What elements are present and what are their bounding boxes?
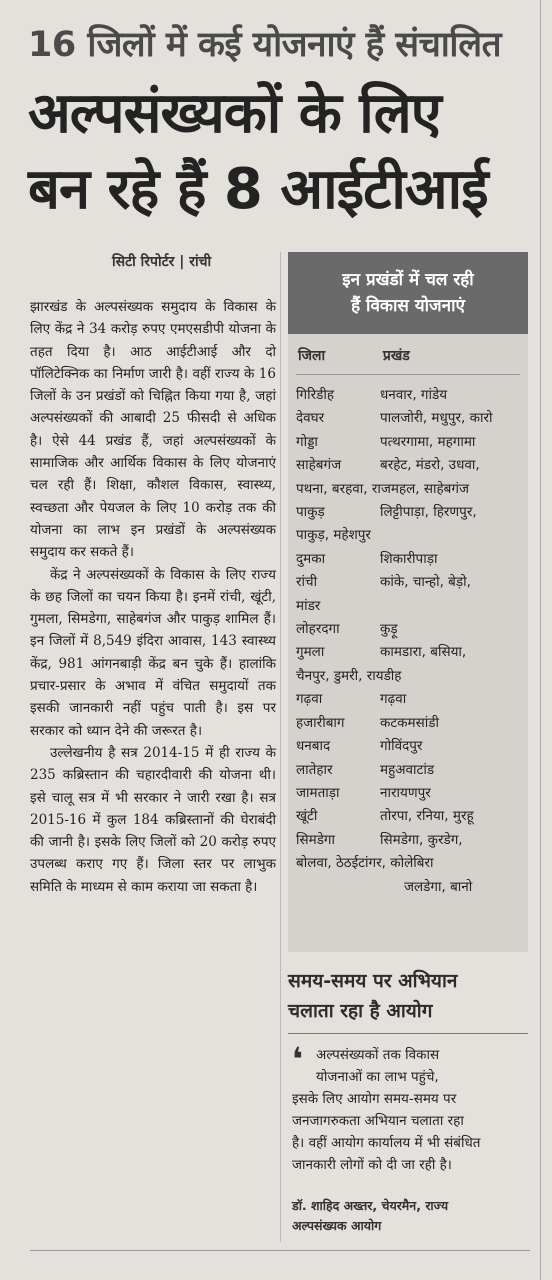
quote-attribution <box>292 1196 526 1236</box>
table-row <box>296 548 524 571</box>
block-names: पालजोरी, मधुपुर, कारो <box>380 410 493 427</box>
column-divider <box>280 252 281 1242</box>
side-heading-rule <box>288 1033 528 1034</box>
district-name: गढ़वा <box>296 691 323 708</box>
district-name: देवघर <box>296 410 325 427</box>
adjacent-column-edge <box>540 0 552 1280</box>
block-names: पत्थरगामा, महगामा <box>380 433 476 450</box>
table-row <box>296 524 524 547</box>
headline-line-2: बन रहे हैं 8 आईटीआई <box>28 157 488 222</box>
quote-line: जानकारी लोगों को दी जा रही है। <box>292 1157 452 1173</box>
paragraph: केंद्र ने अल्पसंख्यकों के विकास के लिए राज्य के छह जिलों का चयन किया है। इनमें रांची, खूंटी, गुमला, सिमडेगा, साहेबगंज और पाकुड़ शामिल हैं। इन जिलों में 8,549 इंदिरा आवास, 143 स्वास्थ्य केंद्र, 981 आंगनबाड़ी केंद्र बन चुके हैं। हालांकि प्रचार-प्रसार के अभाव में वंचित समुदायों तक इसकी जानकारी नहीं पहुंच पाती है। इस पर सरकार को ध्यान देने की जरूरत है। <box>30 566 276 739</box>
district-name: खूंटी <box>296 808 318 825</box>
block-names: कटकमसांडी <box>380 714 439 731</box>
table-row <box>296 478 524 501</box>
table-row <box>296 384 524 407</box>
column-header-district: जिला <box>298 348 326 364</box>
block-names: बोलवा, ठेठईटांगर, कोलेबिरा <box>296 855 434 872</box>
block-names: कामडारा, बसिया, <box>380 644 467 661</box>
table-row <box>296 431 524 454</box>
table-row <box>296 782 524 805</box>
side-quote <box>292 1040 526 1176</box>
paragraph: झारखंड के अल्पसंख्यक समुदाय के विकास के लिए केंद्र ने 34 करोड़ रुपए एमएसडीपी योजना के तहत दिया है। आठ आईटीआई और दो पॉलिटेक्निक का निर्माण जारी है। वहीं राज्य के 16 जिलों के उन प्रखंडों को चिह्नित किया गया है, जहां अल्पसंख्यकों की आबादी 25 फीसदी से अधिक है। ऐसे 44 प्रखंड हैं, जहां अल्पसंख्यकों के सामाजिक और आर्थिक विकास के लिए योजनाएं चल रही हैं। शिक्षा, कौशल विकास, स्वास्थ्य, स्वच्छता और पेयजल के लिए 10 करोड़ तक की योजना का लाभ इन प्रखंडों के अल्पसंख्यक समुदाय कर सकते हैं। <box>30 299 276 561</box>
table-row <box>296 454 524 477</box>
block-names: बरहेट, मंडरो, उधवा, <box>380 457 480 474</box>
table-row <box>296 641 524 664</box>
table-row <box>296 665 524 688</box>
block-names: कांके, चान्हो, बेड़ो, <box>380 574 471 591</box>
district-name: सिमडेगा <box>296 831 336 848</box>
block-names: कुड़ू <box>380 621 398 638</box>
block-names: महुअवाटांड <box>380 761 435 778</box>
table-row <box>296 712 524 735</box>
side-article-heading <box>288 966 528 1026</box>
box-column-headers <box>298 346 410 365</box>
block-names: सिमडेगा, कुरडेग, <box>380 831 463 848</box>
district-name: साहेबगंज <box>296 457 342 474</box>
table-row <box>296 595 524 618</box>
block-names: चैनपुर, डुमरी, रायडीह <box>296 667 402 684</box>
paragraph: उल्लेखनीय है सत्र 2014-15 में ही राज्य के 235 कब्रिस्तान की चहारदीवारी की योजना थी। इसे चालू सत्र में भी सरकार ने जारी रखा है। सत्र 2015-16 में कुल 184 कब्रिस्तानों की घेराबंदी की जानी है। इसके लिए जिलों को 20 करोड़ रुपए उपलब्ध कराए गए हैं। जिला स्तर पर लाभुक समिति के माध्यम से काम कराया जा सकता है। <box>30 744 276 895</box>
district-block-box <box>288 334 528 952</box>
table-row <box>296 852 524 875</box>
block-names: नारायणपुर <box>380 784 431 801</box>
district-name: गिरिडीह <box>296 387 335 403</box>
block-names: मांडर <box>296 597 321 614</box>
district-name: पाकुड़ <box>296 504 325 521</box>
block-names: पाकुड़, महेशपुर <box>296 527 371 544</box>
block-names: लिट्टीपाड़ा, हिरणपुर, <box>380 504 477 521</box>
attribution-line-1: डॉ. शाहिद अख्तर, चेयरमैन, राज्य <box>292 1198 449 1213</box>
table-row <box>296 759 524 782</box>
quote-line: इसके लिए आयोग समय-समय पर <box>292 1091 457 1107</box>
block-names: शिकारीपाड़ा <box>380 550 438 567</box>
district-name: दुमका <box>296 550 326 567</box>
headline-line-1: अल्पसंख्यकों के लिए <box>28 81 441 146</box>
block-names: पथना, बरहवा, राजमहल, साहेबगंज <box>296 480 469 497</box>
main-headline <box>28 76 528 228</box>
quote-line: अल्पसंख्यकों तक विकास <box>316 1047 440 1063</box>
box-title-line-2: हैं विकास योजनाएं <box>351 296 465 316</box>
page-bottom-rule <box>30 1250 530 1251</box>
district-name <box>296 876 404 899</box>
table-row <box>296 805 524 828</box>
byline: सिटी रिपोर्टर | रांची <box>112 254 212 270</box>
district-name: लातेहार <box>296 761 333 778</box>
attribution-line-2: अल्पसंख्यक आयोग <box>292 1218 382 1233</box>
quote-line: योजनाओं का लाभ पहुंचे, <box>316 1069 439 1085</box>
sidebar-box-title <box>288 252 528 334</box>
table-row <box>296 618 524 641</box>
block-names: तोरपा, रनिया, मुरहू <box>380 808 474 825</box>
district-name: जामताड़ा <box>296 784 340 801</box>
quote-line: जनजागरुकता अभियान चलाता रहा <box>292 1113 464 1129</box>
kicker-headline: 16 जिलों में कई योजनाएं हैं संचालित <box>28 25 502 65</box>
box-title-line-1: इन प्रखंडों में चल रही <box>342 270 474 290</box>
table-row <box>296 688 524 711</box>
table-row <box>296 876 524 899</box>
side-heading-line-2: चलाता रहा है आयोग <box>288 1000 433 1022</box>
table-row <box>296 407 524 430</box>
table-row <box>296 571 524 594</box>
table-row <box>296 829 524 852</box>
block-names: गोविंदपुर <box>380 738 423 755</box>
district-name: धनबाद <box>296 738 331 755</box>
side-heading-line-1: समय-समय पर अभियान <box>288 970 458 992</box>
district-name: गुमला <box>296 644 325 661</box>
column-header-block: प्रखंड <box>382 348 410 364</box>
table-row <box>296 501 524 524</box>
block-names: धनवार, गांडेय <box>380 387 448 403</box>
district-block-list <box>296 384 524 899</box>
article-body <box>30 296 276 898</box>
district-name: लोहरदगा <box>296 621 340 638</box>
table-row <box>296 735 524 758</box>
district-name: रांची <box>296 574 318 591</box>
quote-line: है। वहीं आयोग कार्यालय में भी संबंधित <box>292 1135 481 1151</box>
district-name: गोड्डा <box>296 433 318 450</box>
box-header-rule <box>296 374 520 375</box>
quote-icon: ❛ <box>292 1040 304 1078</box>
block-names: जलडेगा, बानो <box>404 878 473 895</box>
district-name: हजारीबाग <box>296 714 345 731</box>
block-names: गढ़वा <box>380 691 407 708</box>
